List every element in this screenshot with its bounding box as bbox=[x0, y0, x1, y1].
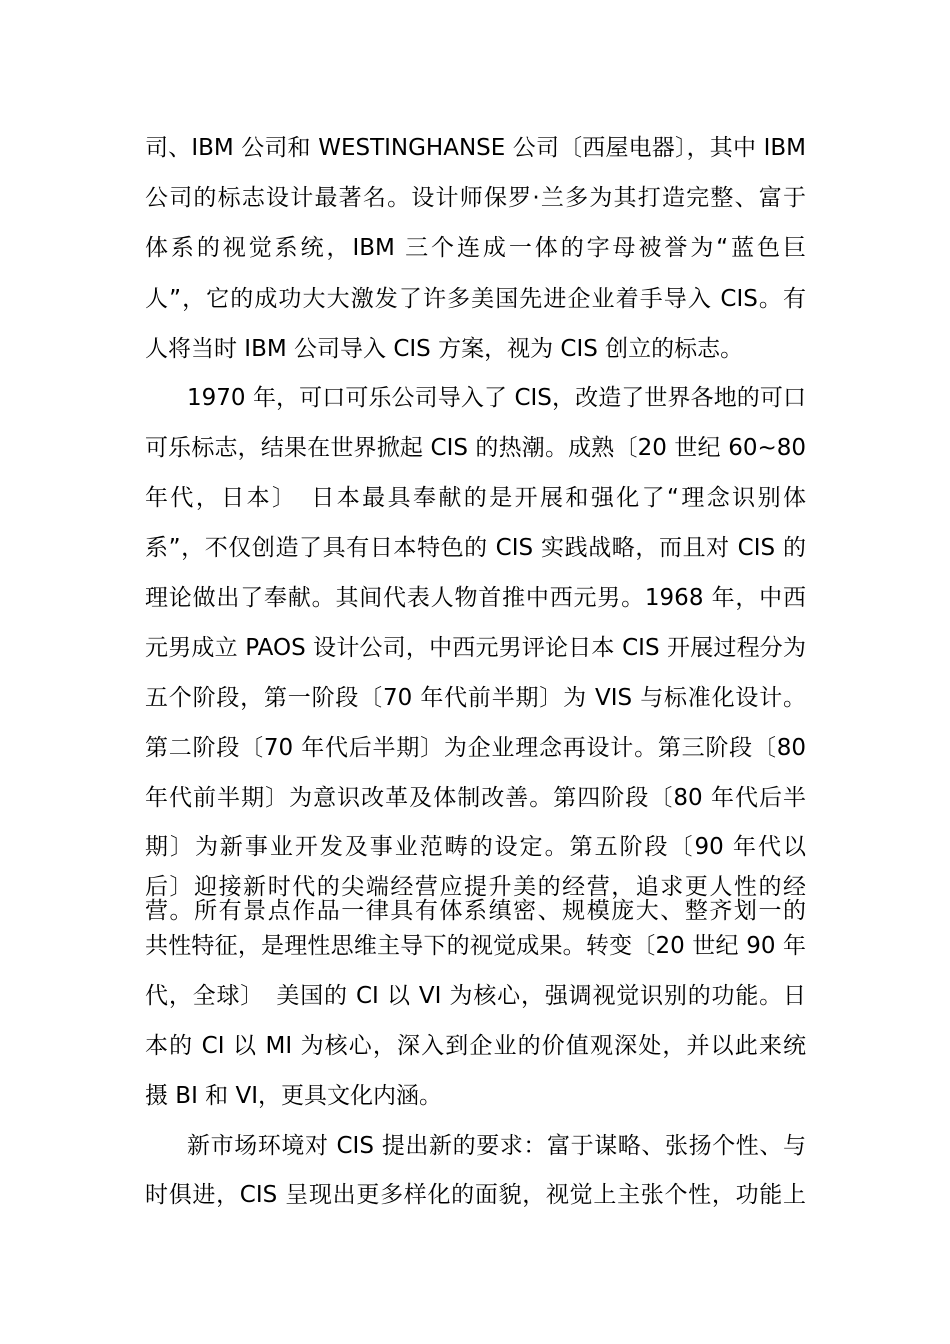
text-line: 年代前半期〕为意识改革及体制改善。第四阶段〔80 年代后半 bbox=[145, 785, 806, 811]
text-line: 五个阶段，第一阶段〔70 年代前半期〕为 VIS 与标准化设计。 bbox=[145, 685, 806, 711]
text-line: 人”，它的成功大大激发了许多美国先进企业着手导入 CIS。有 bbox=[145, 286, 806, 312]
text-line: 1970 年，可口可乐公司导入了 CIS，改造了世界各地的可口 bbox=[187, 385, 806, 411]
text-line: 期〕为新事业开发及事业范畴的设定。第五阶段〔90 年代以 bbox=[145, 834, 806, 860]
text-line: 后〕迎接新时代的尖端经营应提升美的经营，追求更人性的经 bbox=[145, 874, 806, 900]
text-line: 营。所有景点作品一律具有体系缜密、规模庞大、整齐划一的 bbox=[145, 898, 806, 924]
text-line: 公司的标志设计最著名。设计师保罗·兰多为其打造完整、富于 bbox=[145, 185, 806, 211]
text-line: 年代，日本〕 日本最具奉献的是开展和强化了“理念识别体 bbox=[145, 485, 806, 511]
text-line: 第二阶段〔70 年代后半期〕为企业理念再设计。第三阶段〔80 bbox=[145, 735, 806, 761]
text-line: 新市场环境对 CIS 提出新的要求：富于谋略、张扬个性、与 bbox=[187, 1133, 806, 1159]
text-line: 时俱进，CIS 呈现出更多样化的面貌，视觉上主张个性，功能上 bbox=[145, 1182, 806, 1208]
text-line: 体系的视觉系统，IBM 三个连成一体的字母被誉为“蓝色巨 bbox=[145, 235, 806, 261]
text-line: 元男成立 PAOS 设计公司，中西元男评论日本 CIS 开展过程分为 bbox=[145, 635, 806, 661]
text-line: 司、IBM 公司和 WESTINGHANSE 公司〔西屋电器〕，其中 IBM bbox=[145, 135, 806, 161]
text-line: 共性特征，是理性思维主导下的视觉成果。转变〔20 世纪 90 年 bbox=[145, 933, 806, 959]
text-line: 可乐标志，结果在世界掀起 CIS 的热潮。成熟〔20 世纪 60~80 bbox=[145, 435, 806, 461]
text-line: 人将当时 IBM 公司导入 CIS 方案，视为 CIS 创立的标志。 bbox=[145, 336, 744, 362]
text-line: 本的 CI 以 MI 为核心，深入到企业的价值观深处，并以此来统 bbox=[145, 1033, 806, 1059]
text-line: 系”，不仅创造了具有日本特色的 CIS 实践战略，而且对 CIS 的 bbox=[145, 535, 806, 561]
text-line: 摄 BI 和 VI，更具文化内涵。 bbox=[145, 1083, 443, 1109]
text-line: 理论做出了奉献。其间代表人物首推中西元男。1968 年，中西 bbox=[145, 585, 806, 611]
text-line: 代，全球〕 美国的 CI 以 VI 为核心，强调视觉识别的功能。日 bbox=[145, 983, 806, 1009]
